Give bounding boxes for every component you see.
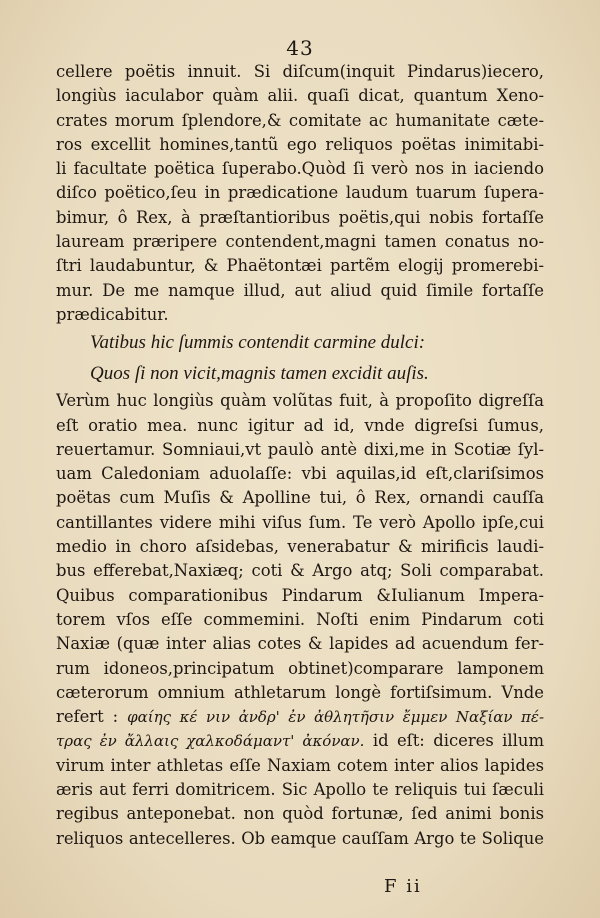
text-line: æris aut ferri domitricem. Sic Apollo te reliquis tui ſæculi [56,780,544,800]
text-line: regibus anteponebat. non quòd fortunæ, ſed animi bonis [56,804,544,824]
verse-line: Quos ſi non vicit,magnis tamen excidit auſis. [90,363,429,385]
greek-text: τρας ἐν ἄλλαις χαλκοδάμαντ' ἀκόναν. [56,732,365,751]
text-line: Quibus comparationibus Pindarum &Iulianum Impera- [56,585,544,605]
text-line: bus efferebat,Naxiæq; coti & Argo atq; Soli comparabat. [56,561,544,581]
text-line: rum idoneos,principatum obtinet)comparare lamponem [56,658,544,678]
page-number: 43 [286,36,314,60]
text-line: diſco poëtico,ſeu in prædicatione laudum tuarum ſupera- [56,183,544,203]
latin-text: id eſt: diceres illum [364,731,544,751]
signature-mark: F ii [384,876,422,897]
text-line: Naxiæ (quæ inter alias cotes & lapides ad acuendum fer- [56,634,544,654]
greek-quote-line [56,729,544,753]
text-line: eſt oratio mea. nunc igitur ad id, vnde digreſsi ſumus, [56,415,544,435]
text-line: prædicabitur. [56,304,169,324]
text-line: cæterorum omnium athletarum longè fortiſsimum. Vnde [56,682,544,702]
text-line: uam Caledoniam aduolaſſe: vbi aquilas,id eſt,clariſsimos [56,464,544,484]
greek-quote-line [56,705,544,729]
text-line: reliquos antecelleres. Ob eamque cauſſam Argo te Solique [56,828,544,848]
main-text [56,60,544,851]
greek-text: φαίης κέ νιν ἀνδρ' ἐν ἀθλητῆσιν ἔμμεν Ναξίαν πέ- [127,708,544,727]
text-line: mur. De me namque illud, aut aliud quid ſimile fortaſſe [56,280,544,300]
text-line: cantillantes videre mihi viſus ſum. Te verò Apollo ipſe,cui [56,512,544,532]
text-line: ros excellit homines,tantũ ego reliquos poëtas inimitabi- [56,134,544,154]
text-line: crates morum ſplendore,& comitate ac humanitate cæte- [56,110,544,130]
text-line: lauream præripere contendent,magni tamen conatus no- [56,232,544,252]
text-line: li facultate poëtica ſuperabo.Quòd ſi verò nos in iaciendo [56,159,544,179]
text-line: ſtri laudabuntur, & Phaëtontæi partẽm elogij promerebi- [56,256,544,276]
text-line: bimur, ô Rex, à præſtantioribus poëtis,qui nobis fortaſſe [56,207,544,227]
text-line: longiùs iaculabor quàm alii. quaſi dicat, quantum Xeno- [56,86,544,106]
text-line: virum inter athletas eſſe Naxiam cotem inter alios lapides [56,755,544,775]
text-line: cellere poëtis innuit. Si diſcum(inquit Pindarus)iecero, [56,62,544,81]
text-line: medio in choro aſsidebas, venerabatur & mirificis laudi- [56,537,544,557]
text-line: poëtas cum Muſis & Apolline tui, ô Rex, ornandi cauſſa [56,488,544,508]
text-line: Verùm huc longiùs quàm volũtas fuit, à propoſito digreſſa [56,391,544,411]
verse-line: Vatibus hic ſummis contendit carmine dulci: [90,332,426,354]
text-line: torem vſos eſſe commemini. Noſti enim Pindarum coti [56,609,544,629]
latin-text: refert : [56,707,128,727]
text-line: reuertamur. Somniaui,vt paulò antè dixi,me in Scotiæ ſyl- [56,439,544,459]
